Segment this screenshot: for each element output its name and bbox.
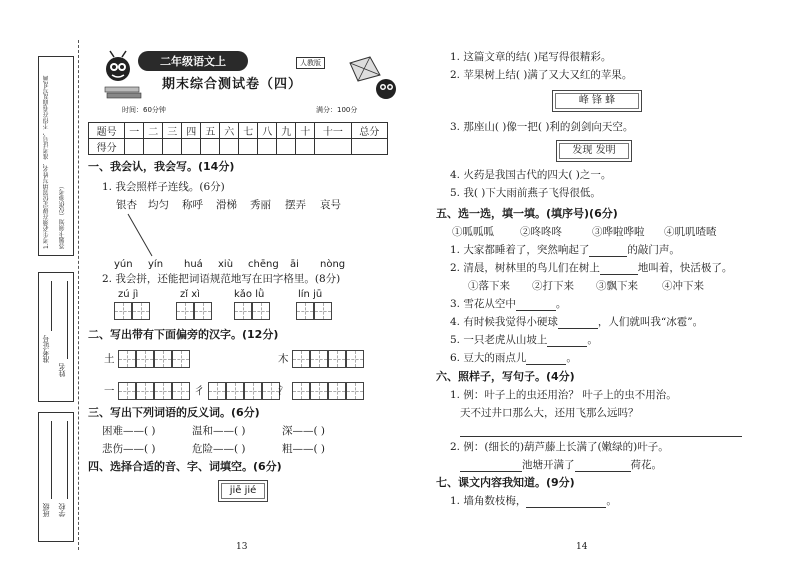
tian-ge-cell[interactable] <box>226 382 244 400</box>
sec4-q3: 3. 那座山( )像一把( )利的剑剑向天空。 <box>450 121 634 133</box>
score-input-cell[interactable] <box>351 139 387 155</box>
tian-ge-cell[interactable] <box>234 302 252 320</box>
tian-ge-cell[interactable] <box>328 350 346 368</box>
score-table-cell: 九 <box>277 123 296 139</box>
option-box-faxian: 发现 发明 <box>556 140 632 162</box>
option-box-feng: 峰 锋 蜂 <box>552 90 642 112</box>
score-input-cell[interactable] <box>239 139 258 155</box>
score-table-cell: 十一 <box>315 123 351 139</box>
score-input-cell[interactable] <box>163 139 182 155</box>
cut-line <box>78 40 79 550</box>
tian-ge-cell[interactable] <box>154 382 172 400</box>
score-row-label: 得分 <box>89 139 125 155</box>
tian-ge-cell[interactable] <box>154 350 172 368</box>
match-word: 均匀 <box>148 199 169 211</box>
sec5-q6-text: 6. 豆大的雨点儿 <box>450 352 527 364</box>
score-input-cell[interactable] <box>315 139 351 155</box>
match-word: 称呼 <box>182 199 203 211</box>
antonym-item: 深——( ) <box>282 425 326 437</box>
question-1-2: 2. 我会拼，还能把词语规范地写在田字格里。(8分) <box>102 273 341 285</box>
sec7-q1-text: 1. 墙角数枝梅， <box>450 495 527 507</box>
sec4-q1: 1. 这篇文章的结( )尾写得很精彩。 <box>450 51 612 63</box>
bee-mascot-icon <box>100 49 136 85</box>
id-label: 准考证号 <box>42 335 50 363</box>
answer-line[interactable] <box>460 436 742 437</box>
tian-ge-cell[interactable] <box>314 302 332 320</box>
sec5-q1-suffix: 的敲门声。 <box>627 244 680 256</box>
score-table-cell: 二 <box>144 123 163 139</box>
answer-blank[interactable] <box>589 246 627 257</box>
instructions-text: 1.考生必须在规定位置填写姓名、准考证号，不得在卷面乱写乱画 <box>43 75 50 249</box>
score-table-cell: 六 <box>220 123 239 139</box>
tian-ge-cell[interactable] <box>118 382 136 400</box>
match-pinyin: chēng <box>248 259 279 270</box>
grid-pinyin: zǐ xì <box>180 289 200 300</box>
match-word: 摆弄 <box>285 199 306 211</box>
score-input-cell[interactable] <box>258 139 277 155</box>
sec6-q2-prompt <box>460 458 662 472</box>
antonym-item: 困难——( ) <box>102 425 156 437</box>
tian-ge-cell[interactable] <box>292 382 310 400</box>
sec5-q5-text: 5. 一只老虎从山坡上 <box>450 334 548 346</box>
books-icon <box>104 85 144 101</box>
section-4-heading: 四、选择合适的音、字、词填空。(6分) <box>88 460 282 473</box>
score-table-cell: 五 <box>201 123 220 139</box>
question-1-1: 1. 我会照样子连线。(6分) <box>102 181 225 193</box>
sec5-option: ①呱呱呱 <box>452 226 494 238</box>
edition-tag: 人教版 <box>296 57 325 69</box>
tian-ge-cell[interactable] <box>310 350 328 368</box>
section-6-heading: 六、照样子，写句子。(4分) <box>436 370 575 383</box>
tian-ge-cell[interactable] <box>194 302 212 320</box>
tian-ge-cell[interactable] <box>208 382 226 400</box>
match-word: 哀号 <box>320 199 341 211</box>
answer-blank[interactable] <box>600 264 638 275</box>
exam-full-score: 满分：100分 <box>316 106 358 114</box>
tian-ge-cell[interactable] <box>310 382 328 400</box>
score-table <box>88 122 388 155</box>
sec5-option: ③飘下来 <box>596 280 638 292</box>
antonym-item: 粗——( ) <box>282 443 326 455</box>
answer-blank[interactable] <box>460 461 522 472</box>
antonym-item: 悲伤——( ) <box>102 443 156 455</box>
exam-title: 期末综合测试卷（四） <box>161 77 302 92</box>
score-table-cell: 三 <box>163 123 182 139</box>
score-input-cell[interactable] <box>182 139 201 155</box>
sec7-q1: 1. 墙角数枝梅， 。 <box>450 495 617 507</box>
name-label: 姓名 <box>58 363 66 377</box>
sec6-q2-end: 荷花。 <box>630 459 662 471</box>
antonym-item: 温和——( ) <box>192 425 246 437</box>
sec5-q2-prefix: 2. 清晨，树林里的鸟儿们在树上 <box>450 262 600 274</box>
tian-ge-cell[interactable] <box>346 382 364 400</box>
school-info-panel <box>38 412 74 542</box>
match-example-line <box>110 212 170 258</box>
score-input-cell[interactable] <box>201 139 220 155</box>
tian-ge-cell[interactable] <box>292 350 310 368</box>
tian-ge-cell[interactable] <box>136 382 154 400</box>
sec5-q1 <box>450 243 680 257</box>
match-pinyin: yún <box>114 259 133 270</box>
section-5-heading: 五、选一选，填一填。(填序号)(6分) <box>436 207 618 220</box>
score-table-cell: 题号 <box>89 123 125 139</box>
score-table-cell: 十 <box>296 123 315 139</box>
school-label: 学校 <box>58 503 66 517</box>
radical-label: 木 <box>278 353 289 365</box>
match-pinyin: xiù <box>218 259 234 270</box>
radical-label: 氵 <box>278 385 289 397</box>
id-field[interactable] <box>51 281 52 331</box>
tian-ge-cell[interactable] <box>252 302 270 320</box>
page-number-left: 13 <box>236 542 248 552</box>
score-input-cell[interactable] <box>125 139 144 155</box>
tian-ge-cell[interactable] <box>118 350 136 368</box>
answer-blank[interactable] <box>526 497 606 508</box>
instructions-panel <box>38 56 74 256</box>
score-table-header-row <box>89 123 388 139</box>
tian-ge-cell[interactable] <box>296 302 314 320</box>
tian-ge-cell[interactable] <box>172 382 190 400</box>
tian-ge-cell[interactable] <box>114 302 132 320</box>
score-input-cell[interactable] <box>144 139 163 155</box>
sec6-q1: 1. 例：叶子上的虫还用治？ 叶子上的虫不用治。 <box>450 389 677 401</box>
sec5-option: ②咚咚咚 <box>520 226 562 238</box>
score-table-cell: 四 <box>182 123 201 139</box>
section-3-heading: 三、写出下列词语的反义词。(6分) <box>88 406 260 419</box>
match-pinyin: nòng <box>320 259 346 270</box>
answer-blank[interactable] <box>575 461 631 472</box>
header-banner <box>100 45 410 115</box>
grid-pinyin: lín jū <box>298 289 323 300</box>
sec5-q2-suffix: 地叫着，快活极了。 <box>637 262 733 274</box>
school-field[interactable] <box>67 421 68 499</box>
score-table-cell: 一 <box>125 123 144 139</box>
answer-blank[interactable] <box>526 354 566 365</box>
score-input-cell[interactable] <box>220 139 239 155</box>
sec5-option: ④叽叽喳喳 <box>664 226 717 238</box>
sec6-q2: 2. 例：(细长的)葫芦藤上长满了(嫩绿的)叶子。 <box>450 441 669 453</box>
match-pinyin: āi <box>290 259 299 270</box>
grid-pinyin: zú jì <box>118 289 139 300</box>
sec5-q4 <box>450 315 703 329</box>
tian-ge-cell[interactable] <box>172 350 190 368</box>
sec6-q2-mid: 池塘开满了 <box>522 459 575 471</box>
tian-ge-cell[interactable] <box>132 302 150 320</box>
tian-ge-cell[interactable] <box>136 350 154 368</box>
answer-blank[interactable] <box>516 300 556 311</box>
student-info-panel <box>38 272 74 402</box>
sec5-q3: 3. 雪花从空中 。 <box>450 298 567 310</box>
sec4-q5: 5. 我( )下大雨前燕子飞得很低。 <box>450 187 601 199</box>
tian-ge-cell[interactable] <box>176 302 194 320</box>
radical-label: 彳 <box>194 385 205 397</box>
sec4-q4: 4. 火药是我国古代的四大( )之一。 <box>450 169 612 181</box>
radical-label: 土 <box>104 353 115 365</box>
name-field[interactable] <box>67 281 68 359</box>
sec5-q5: 5. 一只老虎从山坡上 。 <box>450 334 598 346</box>
match-pinyin: yín <box>148 259 164 270</box>
sec5-q2 <box>450 261 732 275</box>
score-table-score-row <box>89 139 388 155</box>
tian-ge-cell[interactable] <box>244 382 262 400</box>
score-input-cell[interactable] <box>296 139 315 155</box>
exam-time: 时间：60分钟 <box>122 106 166 114</box>
sec5-option: ①落下来 <box>468 280 510 292</box>
score-table-cell: 七 <box>239 123 258 139</box>
page-number-right: 14 <box>576 542 588 552</box>
kite-mascot-icon <box>340 55 400 105</box>
option-box-jie: jiē jié <box>218 480 268 502</box>
grade-badge-text: 二年级语文上 <box>160 55 226 68</box>
score-table-cell: 总分 <box>351 123 387 139</box>
score-input-cell[interactable] <box>277 139 296 155</box>
sec5-option: ③哗啦哗啦 <box>592 226 645 238</box>
sec5-option: ②打下来 <box>532 280 574 292</box>
radical-label: 一 <box>104 385 115 397</box>
tian-ge-cell[interactable] <box>328 382 346 400</box>
sec6-q1-prompt: 天不过井口那么大，还用飞那么远吗？ <box>460 407 639 419</box>
match-pinyin: huá <box>184 259 203 270</box>
section-2-heading: 二、写出带有下面偏旁的汉字。(12分) <box>88 328 279 341</box>
match-word: 银杏 <box>116 199 137 211</box>
instructions-title: 答题卡须知（仅供参考） <box>59 183 66 249</box>
section-7-heading: 七、课文内容我知道。(9分) <box>436 476 575 489</box>
answer-blank[interactable] <box>547 336 587 347</box>
sec5-q1-prefix: 1. 大家都睡着了，突然响起了 <box>450 244 590 256</box>
match-word: 滑梯 <box>216 199 237 211</box>
class-field[interactable] <box>51 421 52 499</box>
tian-ge-cell[interactable] <box>346 350 364 368</box>
grid-pinyin: kǎo lǜ <box>234 289 265 300</box>
antonym-item: 危险——( ) <box>192 443 246 455</box>
sec5-q6: 6. 豆大的雨点儿 。 <box>450 352 577 364</box>
sec4-q2: 2. 苹果树上结( )满了又大又红的苹果。 <box>450 69 633 81</box>
binding-margin <box>30 40 82 550</box>
sec5-q3-text: 3. 雪花从空中 <box>450 298 516 310</box>
answer-blank[interactable] <box>558 318 598 329</box>
match-word: 秀丽 <box>250 199 271 211</box>
score-table-cell: 八 <box>258 123 277 139</box>
class-label: 班级 <box>42 503 50 517</box>
section-1-heading: 一、我会认，我会写。(14分) <box>88 160 235 173</box>
sec5-q4-prefix: 4. 有时候我觉得小硬球 <box>450 316 558 328</box>
sec5-q4-suffix: ，人们就叫我“冰雹”。 <box>597 316 704 328</box>
sec5-option: ④冲下来 <box>662 280 704 292</box>
